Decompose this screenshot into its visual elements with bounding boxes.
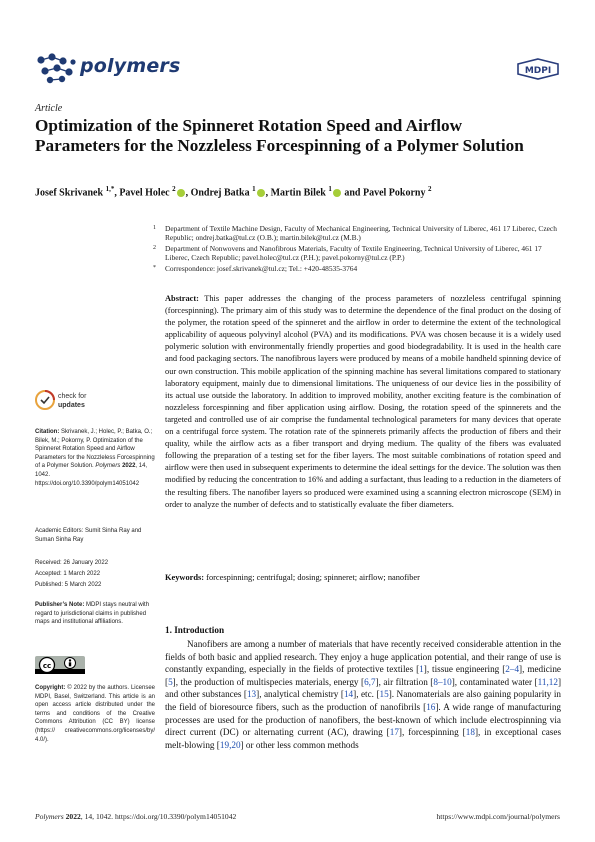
reference-link[interactable]: 11,12	[537, 676, 558, 687]
author-separator: ,	[114, 187, 120, 199]
reference-link[interactable]: 8–10	[433, 676, 452, 687]
journal-name: polymers	[80, 55, 181, 77]
reference-link[interactable]: 19,20	[219, 739, 241, 750]
author-name[interactable]: Martin Bilek	[270, 187, 329, 199]
intro-text: ], medicine [	[165, 664, 562, 687]
footer-rest: , 14, 1042. https://doi.org/10.3390/polym14051042	[80, 812, 237, 821]
check-line-1: check for	[58, 393, 87, 400]
citation	[35, 428, 155, 488]
keywords-text: forcespinning; centrifugal; dosing; spinneret; airflow; nanofiber	[206, 573, 420, 582]
copyright-label: Copyright:	[35, 685, 66, 691]
academic-editors: Academic Editors: Sumit Sinha Ray and Suman Sinha Ray	[35, 528, 142, 543]
citation-year: 2022	[122, 463, 136, 470]
abstract-text: This paper addresses the changing of the process parameters of nozzleless centrifugal spinning (forcespinning). The primary aim of this study was to determine the dependence of the final product on the dosing of the polymer, the rotation speed of the spinneret and the airflow in order to determine the extent of the technological applicability of aqueous polyvinyl alcohol (PVA) and its modifications. PVA was chosen because it is a widely used polymeric solution with environmentally friendly properties and good biodegradability. It is used in the health care and food packaging sectors. The nanofibrous layers were produced by means of a mobile handheld spinning device of our own construction. This mobile application of the spinning machine has several limitations compared to stationary laboratory equipment, mainly due to dimensional limitations. The uniqueness of our device lies in the possibility of its actual use outside the laboratory. In addition to improved mobility, another exciting feature is the combination of nozzleless forcespinning and fiber application using airflow. Dosing, the rotation speed of the spinnerets and the targeted and controlled use of air comprise the fundamental technological parameters for many devices that operate on a centrifugal force system. The rotation rate of the spinnerets primarily affects the production of fibers and their quality, while the airflow acts as a fiber transport and drying medium. The quality of the fibers was evaluated following the preparation of a testing set for the fiber layers. The most suitable combinations of rotation speed and airflow were then used in subsequent experiments to determine the ideal settings for the device. The solution was then modified by reducing the concentration to 16% and adding a surfactant, thus leading to a reduction in the diameters of the resulting fibers. The nanofiber layers so produced were examined using a scanning electron microscope (SEM) in order to analyze the number of defects and to statistically evaluate the fiber diameters.	[165, 294, 561, 509]
reference-link[interactable]: 5	[168, 676, 173, 687]
intro-text: ], in exceptional cases melt-blowing [	[165, 727, 562, 750]
author-affiliation-sup: 2	[172, 185, 176, 193]
correspondence	[153, 264, 565, 273]
author-name[interactable]: Ondrej Batka	[190, 187, 253, 199]
affiliation-number: 1	[153, 225, 156, 231]
affiliation-text: Correspondence: josef.skrivanek@tul.cz; Tel.: +420-48535-3764	[165, 264, 358, 273]
intro-text: ] and other substances [	[165, 676, 561, 700]
abstract	[165, 293, 561, 511]
intro-text: ]. A wide range of manufacturing processes are used for the production of nanofibers, the best-known of which include electrospinning via direct current (DC) or alternating current (AC), drawing [	[165, 701, 562, 738]
mdpi-logo-icon	[516, 58, 560, 80]
citation-tail: , 14, 1042. https://doi.org/10.3390/polym14051042	[35, 463, 148, 487]
affiliation-number: 2	[153, 245, 156, 251]
author-affiliation-sup: 2	[427, 185, 432, 193]
published-date: Published: 5 March 2022	[35, 582, 102, 588]
affiliation-number: *	[153, 265, 156, 271]
citation-journal: Polymers	[95, 463, 121, 470]
check-for-updates-icon[interactable]	[35, 388, 105, 412]
author-name[interactable]: Josef Skrivanek	[35, 187, 106, 199]
reference-link[interactable]: 13	[246, 689, 257, 700]
reference-link[interactable]: 17	[389, 727, 399, 738]
copyright	[35, 684, 155, 744]
reference-link[interactable]: 16	[426, 701, 436, 712]
footer-journal: Polymers	[35, 812, 64, 821]
reference-link[interactable]: 14	[343, 689, 354, 700]
section-heading-introduction: 1. Introduction	[165, 625, 225, 635]
author-affiliation-sup: 1	[328, 185, 332, 193]
author-list	[35, 183, 565, 199]
footer-year: 2022	[65, 812, 81, 821]
svg-text:cc: cc	[42, 662, 52, 670]
intro-text: ] or other less common methods	[240, 739, 359, 750]
reference-link[interactable]: 18	[465, 727, 475, 738]
copyright-text: © 2022 by the authors. Licensee MDPI, Basel, Switzerland. This article is an open access article distributed under the terms and conditions of the Creative Commons Attribution (CC BY) license (https:// creativecommons.org/licenses/by/ 4.0/).	[35, 685, 155, 743]
reference-link[interactable]: 1	[419, 664, 424, 675]
polymers-logo-icon	[35, 52, 77, 84]
author-separator: ,	[185, 187, 191, 199]
author-affiliation-sup: 1,*	[105, 185, 115, 193]
author-name[interactable]: Pavel Holec	[119, 187, 173, 199]
footer-journal-url[interactable]: https://www.mdpi.com/journal/polymers	[436, 812, 560, 821]
intro-text: ], the production of multispecies materials, energy [	[172, 676, 365, 687]
intro-text: ], analytical chemistry [	[256, 689, 344, 700]
author-name[interactable]: Pavel Pokorny	[362, 187, 428, 199]
orcid-icon[interactable]	[333, 189, 341, 197]
publisher-note-text: MDPI stays neutral with regard to jurisdictional claims in published maps and institutional affiliations.	[35, 602, 150, 626]
publisher-note-label: Publisher’s Note:	[35, 602, 85, 608]
footer-citation	[35, 812, 236, 821]
affiliation-text: Department of Nonwovens and Nanofibrous Materials, Faculty of Textile Engineering, Technical University of Liberec, 461 17 Liberec, Czech Republic; pavel.holec@tul.cz (P.H.); pavel.pokorny@tul.cz (P.P.)	[165, 244, 542, 263]
intro-text: ], tissue engineering [	[423, 664, 506, 675]
intro-text: ], air filtration [	[375, 676, 434, 687]
citation-text: Skrivanek, J.; Holec, P.; Batka, O.; Bilek, M.; Pokorny, P. Optimization of the Spinneret Rotation Speed and Airflow Parameters for the Nozzleless Forcespinning of a Polymer Solution.	[35, 429, 155, 470]
introduction-paragraph	[165, 638, 561, 751]
affiliation-text: Department of Textile Machine Design, Faculty of Mechanical Engineering, Technical University of Liberec, 461 17 Liberec, Czech Republic; ondrej.batka@tul.cz (O.B.); martin.bilek@tul.cz (M.B.)	[165, 224, 557, 243]
author-separator: and	[341, 187, 363, 199]
reference-link[interactable]: 2–4	[505, 664, 520, 675]
affiliation-2	[153, 244, 565, 263]
intro-text: ], forcespinning [	[398, 727, 466, 738]
reference-link[interactable]: 6,7	[364, 676, 376, 687]
intro-text: ]. Nanomaterials are also gaining popularity in the field of bioresource fibers, such as the production of nanofibrils [	[165, 689, 562, 712]
keywords	[165, 572, 561, 584]
author-affiliation-sup: 1	[252, 185, 256, 193]
page-title: Optimization of the Spinneret Rotation Speed and Airflow Parameters for the Nozzleless Forcespinning of a Polymer Solution	[35, 116, 524, 155]
article-type: Article	[35, 103, 63, 114]
publisher-note	[35, 601, 155, 627]
author-separator: ,	[265, 187, 271, 199]
received-date: Received: 26 January 2022	[35, 560, 109, 566]
affiliation-1	[153, 224, 565, 243]
intro-text: ], etc. [	[353, 689, 380, 700]
keywords-label: Keywords:	[165, 573, 205, 582]
reference-link[interactable]: 15	[379, 689, 389, 700]
citation-label: Citation:	[35, 429, 60, 435]
mdpi-logo-text: MDPI	[524, 66, 552, 76]
cc-by-license-icon[interactable]	[35, 656, 85, 674]
orcid-icon[interactable]	[177, 189, 185, 197]
intro-text: Nanofibers are among a number of materials that have recently received considerable attention in the fields of both basic and applied research. They enjoy a huge application potential, and their range of use is constantly expanding, especially in the fields of protective textiles [	[165, 639, 561, 675]
accepted-date: Accepted: 1 March 2022	[35, 571, 101, 577]
abstract-label: Abstract:	[165, 294, 199, 303]
orcid-icon[interactable]	[257, 189, 265, 197]
check-line-2: updates	[58, 402, 85, 409]
intro-text: ], contaminated water [	[451, 676, 538, 687]
